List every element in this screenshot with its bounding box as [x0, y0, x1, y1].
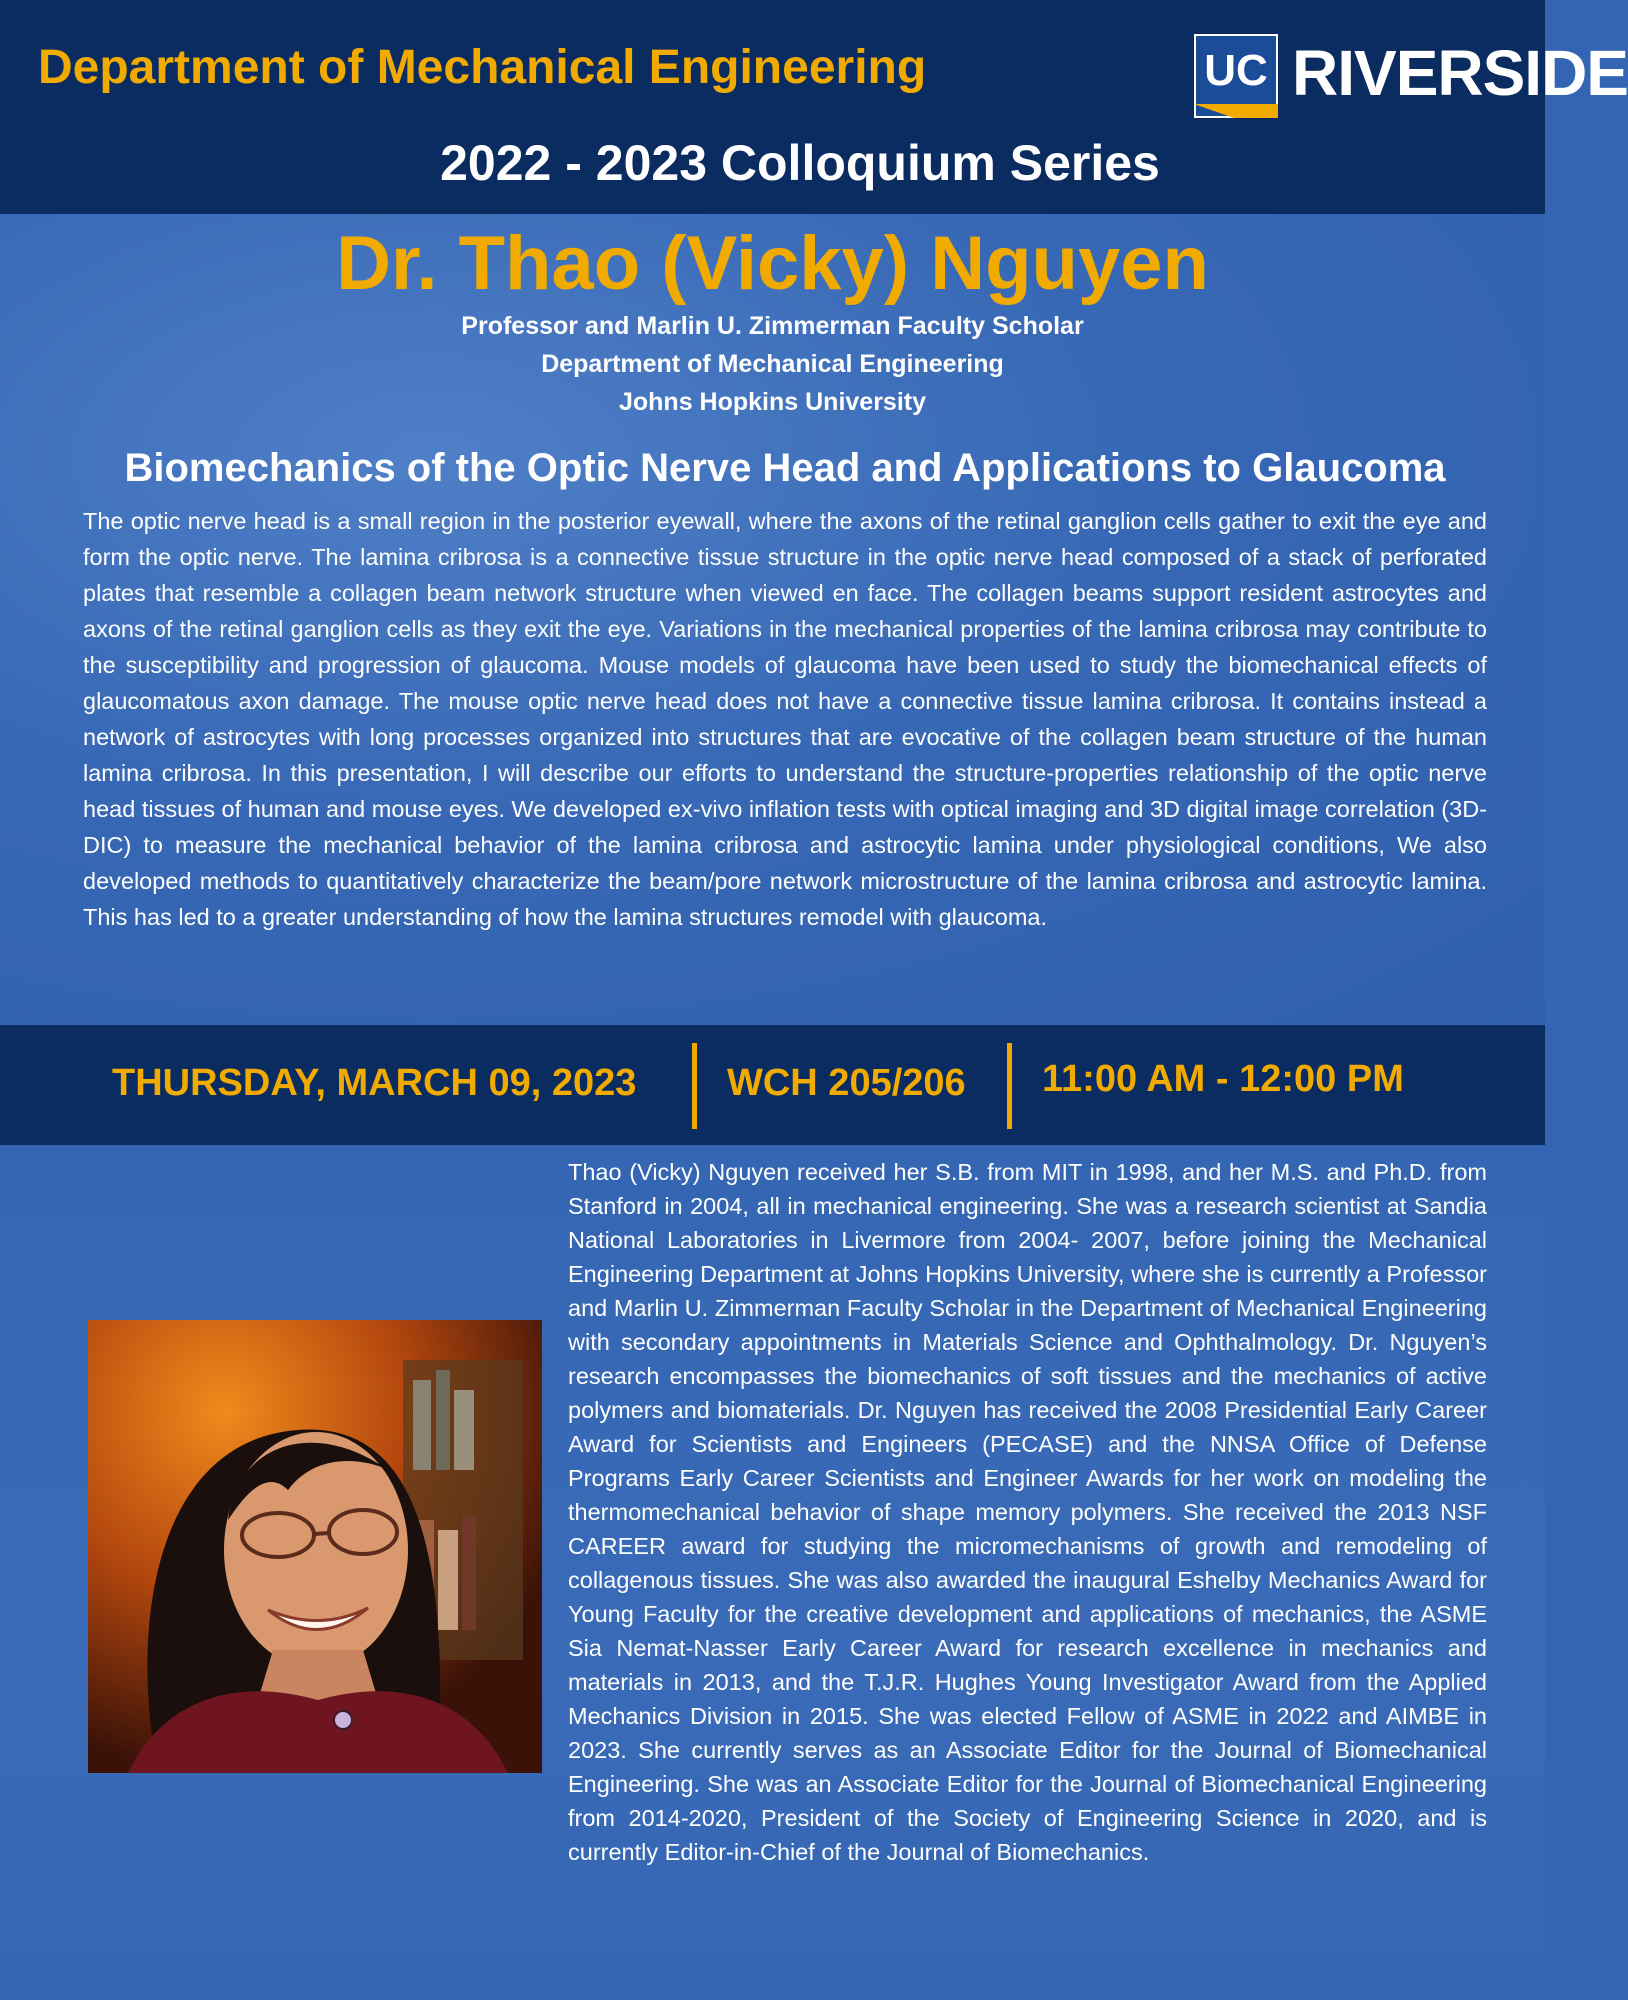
- event-time: 11:00 AM - 12:00 PM: [1042, 1058, 1404, 1100]
- logo-uc-text: UC: [1204, 46, 1268, 95]
- speaker-portrait-icon: [88, 1320, 542, 1773]
- department-heading: Department of Mechanical Engineering: [38, 41, 927, 94]
- ucr-logo: [1192, 22, 1628, 128]
- speaker-photo: [88, 1320, 542, 1773]
- event-divider: [692, 1043, 697, 1129]
- speaker-bio: Thao (Vicky) Nguyen received her S.B. from MIT in 1998, and her M.S. and Ph.D. from Stanford in 2004, all in mechanical engineering. She was a research scientist at Sandia National Laboratories in Livermore from 2004- 2007, before joining the Mechanical Engineering Department at Johns Hopkins University, where she is currently a Professor and Marlin U. Zimmerman Faculty Scholar in the Department of Mechanical Engineering with secondary appointments in Materials Science and Ophthalmology. Dr. Nguyen’s research encompasses the biomechanics of soft tissues and the mechanics of active polymers and biomaterials. Dr. Nguyen has received the 2008 Presidential Early Career Award for Scientists and Engineers (PECASE) and the NNSA Office of Defense Programs Early Career Scientists and Engineer Awards for her work on modeling the thermomechanical behavior of shape memory polymers. She received the 2013 NSF CAREER award for studying the micromechanisms of growth and remodeling of collagenous tissues. She was also awarded the inaugural Eshelby Mechanics Award for Young Faculty for the creative development and applications of mechanics, the ASME Sia Nemat-Nasser Early Career Award for research excellence in mechanics and materials in 2013, and the T.J.R. Hughes Young Investigator Award from the Applied Mechanics Division in 2015. She was elected Fellow of ASME in 2022 and AIMBE in 2023. She currently serves as an Associate Editor for the Journal of Biomechanical Engineering. She was an Associate Editor for the Journal of Biomechanical Engineering from 2014-2020, President of the Society of Engineering Science in 2020, and is currently Editor-in-Chief of the Journal of Biomechanics.: [568, 1159, 1487, 1865]
- event-divider: [1007, 1043, 1012, 1129]
- talk-title: Biomechanics of the Optic Nerve Head and Applications to Glaucoma: [124, 446, 1446, 490]
- speaker-name: Dr. Thao (Vicky) Nguyen: [336, 221, 1209, 306]
- logo-riverside-text: RIVERSIDE: [1292, 37, 1628, 109]
- event-location: WCH 205/206: [727, 1062, 966, 1104]
- talk-abstract: The optic nerve head is a small region in the posterior eyewall, where the axons of the retinal ganglion cells gather to exit the eye and form the optic nerve. The lamina cribrosa is a connective tissue structure in the optic nerve head composed of a stack of perforated plates that resemble a collagen beam network structure when viewed en face. The collagen beams support resident astrocytes and axons of the retinal ganglion cells as they exit the eye. Variations in the mechanical properties of the lamina cribrosa may contribute to the susceptibility and progression of glaucoma. Mouse models of glaucoma have been used to study the biomechanical effects of glaucomatous axon damage. The mouse optic nerve head does not have a connective tissue lamina cribrosa. It contains instead a network of astrocytes with long processes organized into structures that are evocative of the collagen beam structure of the human lamina cribrosa. In this presentation, I will describe our efforts to understand the structure-properties relationship of the optic nerve head tissues of human and mouse eyes. We developed ex-vivo inflation tests with optical imaging and 3D digital image correlation (3D-DIC) to measure the mechanical behavior of the lamina cribrosa and astrocytic lamina under physiological conditions, We also developed methods to quantitatively characterize the beam/pore network microstructure of the lamina cribrosa and astrocytic lamina. This has led to a greater understanding of how the lamina structures remodel with glaucoma.: [83, 508, 1487, 930]
- speaker-university: Johns Hopkins University: [618, 388, 927, 416]
- speaker-department: Department of Mechanical Engineering: [541, 350, 1004, 378]
- logo-accent: [1194, 104, 1278, 118]
- series-title: 2022 - 2023 Colloquium Series: [440, 135, 1160, 191]
- speaker-title: Professor and Marlin U. Zimmerman Faculty Scholar: [461, 312, 1084, 340]
- event-date: THURSDAY, MARCH 09, 2023: [112, 1062, 637, 1104]
